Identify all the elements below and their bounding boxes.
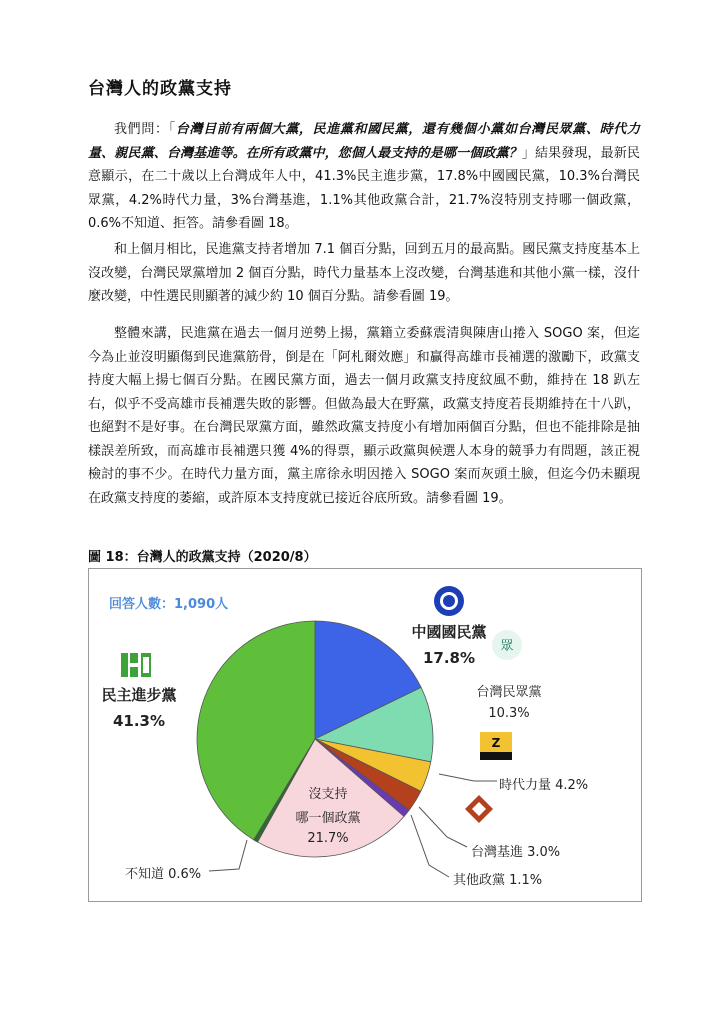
question-intro: 我們問：「 [114,122,176,137]
figure-caption: 圖 18：台灣人的政黨支持（2020/8） [88,550,317,565]
label-dont-know: 不知道 0.6% [125,867,202,882]
question-result: 」結果發現，最新民意顯示，在二十歲以上台灣成年人中，41.3%民主進步黨，17.8%中國國民黨，10.3%台灣民眾黨，4.2%時代力量，3%台灣基進，1.1%其他政黨合計，21.7%沒特別支持哪一個政黨，0.6%不知道、拒答。請參看圖 18。 [88,145,640,231]
label-none-pct: 21.7% [307,831,349,846]
label-tsp: 台灣基進 3.0% [471,845,561,860]
paragraph-comparison: 和上個月相比，民進黨支持者增加 7.1 個百分點，回到五月的最高點。國民黨支持度基本上沒改變，台灣民眾黨增加 2 個百分點，時代力量基本上沒改變，台灣基進和其他小黨一樣，沒什麼改變，中性選民則顯著的減少約 10 個百分點。請參看圖 19。 [88,242,640,304]
label-other: 其他政黨 1.1% [453,873,543,888]
pie-chart-frame [88,568,642,902]
tsp-logo-icon [465,795,493,823]
svg-text:Z: Z [491,736,501,750]
respondent-count: 回答人數：1,090人 [109,597,229,612]
leader-line-dk [209,840,247,871]
label-none-line2: 哪一個政黨 [295,811,361,826]
label-dpp-name: 民主進步黨 [101,686,177,704]
leader-line-npp [439,774,497,781]
leader-line-tsp [419,807,467,847]
label-kmt-name: 中國國民黨 [411,623,487,641]
label-tpp-name: 台灣民眾黨 [476,685,542,700]
paragraph-question [88,118,640,236]
label-none-line1: 沒支持 [308,787,348,802]
page-title: 台灣人的政黨支持 [88,79,232,99]
label-tpp-pct: 10.3% [488,706,530,721]
svg-text:眾: 眾 [500,639,514,654]
question-text: 台灣目前有兩個大黨，民進黨和國民黨，還有幾個小黨如台灣民眾黨、時代力量、親民黨、台灣基進等。在所有政黨中，您個人最支持的是哪一個政黨？ [88,122,640,161]
label-npp: 時代力量 4.2% [499,778,589,793]
label-dpp-pct: 41.3% [112,712,166,730]
tpp-logo-icon [492,630,522,660]
dpp-logo-icon [121,653,151,677]
label-kmt-pct: 17.8% [422,649,476,667]
kmt-logo-icon [434,586,464,616]
leader-line-other [411,815,449,877]
npp-logo-icon [480,732,512,760]
paragraph-analysis: 整體來講，民進黨在過去一個月逆勢上揚，黨籍立委蘇震清與陳唐山捲入 SOGO 案，但迄今為止並沒明顯傷到民進黨筋骨，倒是在「阿札爾效應」和贏得高雄市長補選的激勵下，政黨支持度大幅上揚七個百分點。在國民黨方面，過去一個月政黨支持度紋風不動，維持在 18 趴左右，似乎不受高雄市長補選失敗的影響。但做為最大在野黨，政黨支持度若長期維持在十八趴，也絕對不是好事。在台灣民眾黨方面，雖然政黨支持度小有增加兩個百分點，但也不能排除是抽樣誤差所致，而高雄市長補選只獲 4%的得票，顯示政黨與候選人本身的競爭力有問題，該正視檢討的事不少。在時代力量方面，黨主席徐永明因捲入 SOGO 案而灰頭土臉，但迄今仍未顯現在政黨支持度的萎縮，或許原本支持度就已接近谷底所致。請參看圖 19。 [88,326,640,506]
